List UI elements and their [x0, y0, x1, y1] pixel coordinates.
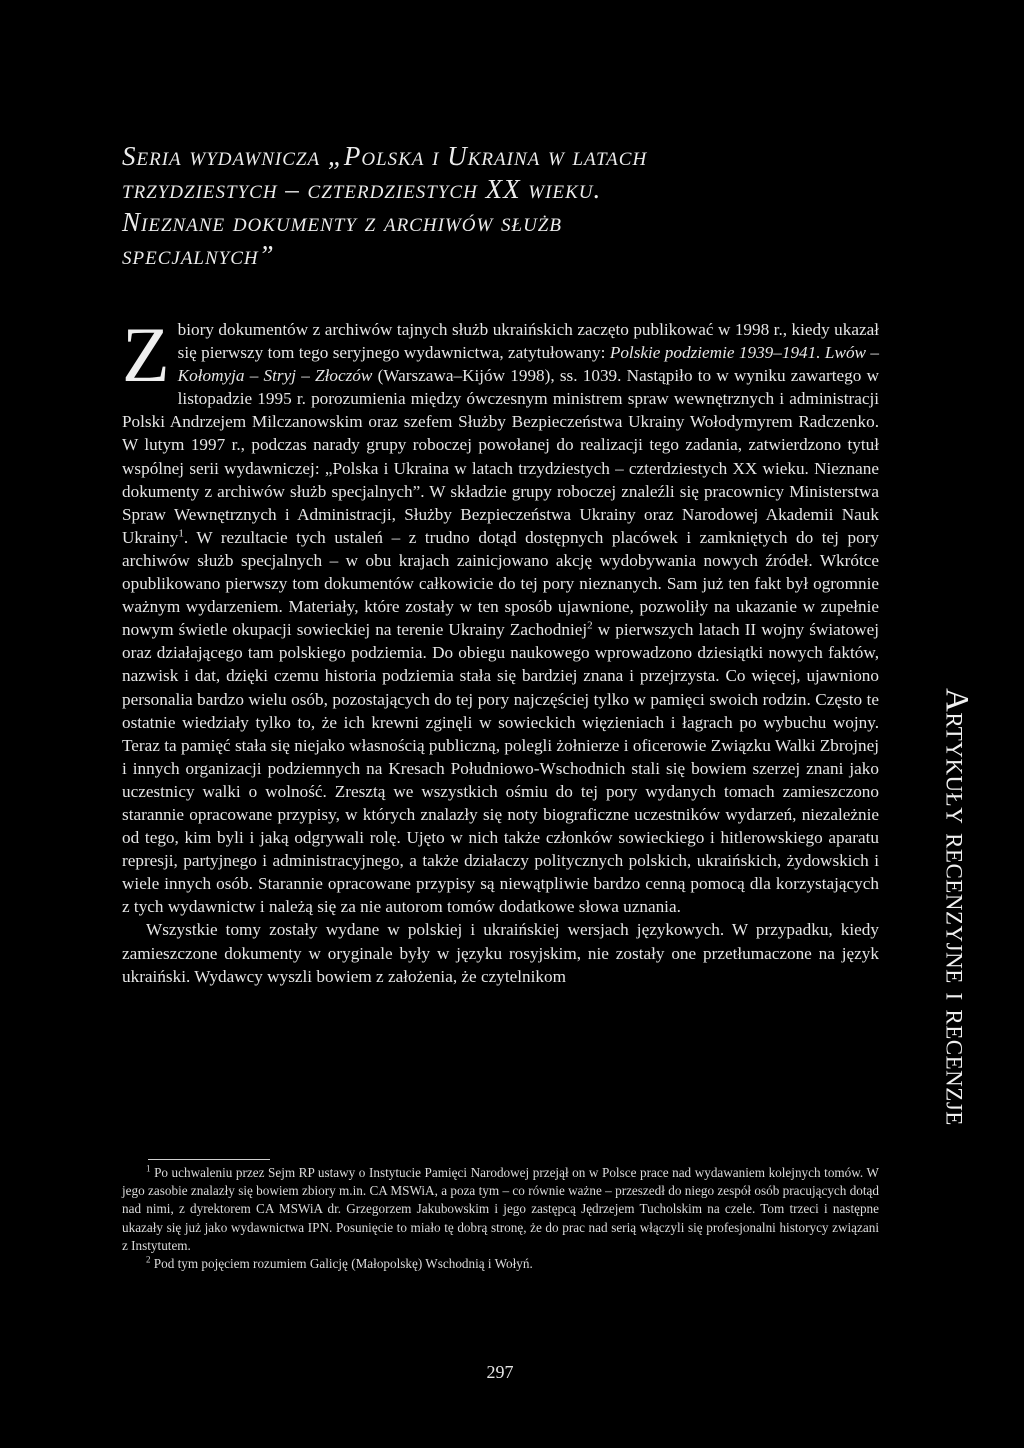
- footnote-text: Po uchwaleniu przez Sejm RP ustawy o Instytucie Pamięci Narodowej przejął on w Polsce prace nad wydawaniem kolejnych tomów. W jego zasobie znalazły się bowiem zbiory m.in. CA MSWiA, a poza tym – co równie ważne – przeszedł do niego zespół osób pracujących dotąd nad nimi, z dyrektorem CA MSWiA dr. Grzegorzem Jakubowskim i jego zastępcą Jędrzejem Tucholskim na czele. Tom trzeci i następne ukazały się już jako wydawnictwa IPN. Posunięcie to miało tę dobrą stronę, że do prac nad serią włączyli się profesjonalni historycy związani z Instytutem.: [122, 1165, 879, 1253]
- footnote-ref-2[interactable]: 2: [587, 619, 593, 632]
- title-line: specjalnych”: [122, 240, 275, 270]
- footnote-mark: 2: [146, 1254, 151, 1265]
- text-run: (Warszawa–Kijów 1998), ss. 1039. Nastąpiło to w wyniku zawartego w listopadzie 1995 r. porozumienia między ówczesnym ministrem spraw wewnętrznych i administracji Polski Andrzejem Milczanowskim oraz szefem Służby Bezpieczeństwa Ukrainy Wołodymyrem Radczenko. W lutym 1997 r., podczas narady grupy roboczej powołanej do realizacji tego zadania, zatwierdzono tytuł wspólnej serii wydawniczej: „Polska i Ukraina w latach trzydziestych – czterdziestych XX wieku. Nieznane dokumenty z archiwów służb specjalnych”. W składzie grupy roboczej znaleźli się pracownicy Ministerstwa Spraw Wewnętrznych i Administracji, Służby Bezpieczeństwa Ukrainy oraz Narodowej Akademii Nauk Ukrainy: [122, 366, 880, 547]
- footnote-divider: [148, 1159, 270, 1160]
- sidebar-label: Artykuły recenzyjne i recenzje: [938, 688, 975, 1126]
- footnote-2: [122, 1255, 879, 1273]
- footnote-mark: 1: [146, 1163, 151, 1174]
- main-text: [122, 311, 880, 988]
- title-line: Seria wydawnicza „Polska i Ukraina w latach: [122, 141, 648, 171]
- text-run: biory dokumentów z archiwów tajnych służb ukraińskich zaczęto publikować w 1998 r., kiedy ukazał się pierwszy tom tego seryjnego wydawnictwa, zatytułowany:: [177, 320, 879, 363]
- footnotes: [122, 1164, 879, 1273]
- text-run: . W rezultacie tych ustaleń – z trudno dotąd dostępnych placówek i zamkniętych do tej pory archiwów służb specjalnych – w obu krajach zainicjowano akcję wydobywania nowych źródeł. Wkrótce opublikowano pierwszy tom dokumentów całkowicie do tej pory nieznanych. Sam już ten fakt był ogromnie ważnym wydarzeniem. Materiały, które zostały w ten sposób ujawnione, pozwoliły na ukazanie w zupełnie nowym świetle okupacji sowieckiej na terenie Ukrainy Zachodniej: [122, 527, 879, 640]
- paragraph: Wszystkie tomy zostały wydane w polskiej i ukraińskiej wersjach językowych. W przypadku, kiedy zamieszczone dokumenty w oryginale były w języku rosyjskim, nie zostały one przetłumaczone na język ukraiński. Wydawcy wyszli bowiem z założenia, że czytelnikom: [122, 920, 879, 986]
- section-title: [122, 140, 842, 272]
- drop-cap: Z: [122, 311, 170, 398]
- footnote-text: Pod tym pojęciem rozumiem Galicję (Małopolskę) Wschodnią i Wołyń.: [150, 1256, 533, 1272]
- italic-book-title: Polskie podziemie 1939–1941. Lwów – Kołomyja – Stryj – Złoczów: [177, 343, 879, 386]
- page-number: 297: [486, 1362, 514, 1382]
- title-line: Nieznane dokumenty z archiwów służb: [122, 207, 562, 237]
- footnote-ref-1[interactable]: 1: [178, 527, 184, 540]
- section-sidebar: [934, 688, 978, 1308]
- footnote-1: [122, 1164, 879, 1255]
- text-run: w pierwszych latach II wojny światowej oraz działającego tam polskiego podziemia. Do obiegu naukowego wprowadzono dziesiątki nowych faktów, nazwisk i dat, dzięki czemu historia podziemia stała się bardziej znana i przejrzysta. Co więcej, ujawniono personalia bardzo wielu osób, pozostających do tej pory najczęściej tylko w pamięci swoich rodzin. Często te ostatnie wiedziały tylko to, że ich krewni zginęli w sowieckich więzieniach i łagrach po wybuchu wojny. Teraz ta pamięć stała się niejako własnością publiczną, polegli żołnierze i oficerowie Związku Walki Zbrojnej i innych organizacji podziemnych na Kresach Południowo-Wschodnich stali się bowiem szerzej znani jako uczestnicy walki o wolność. Zresztą we wszystkich ośmiu do tej pory wydanych tomach zamieszczono starannie opracowane przypisy, w których znalazły się noty biograficzne uczestników wydarzeń, niezależnie od tego, kim byli i jaką odgrywali rolę. Ujęto w nich także członków sowieckiego i hitlerowskiego aparatu represji, partyjnego i administracyjnego, a także działaczy politycznych polskich, ukraińskich, żydowskich i wiele innych osób. Starannie opracowane przypisy są niewątpliwie bardzo cenną pomocą dla korzystających z tych wydawnictw i należą się za nie autorom tomów dodatkowe słowa uznania.: [122, 620, 879, 917]
- paragraph: [122, 311, 880, 918]
- title-line: trzydziestych – czterdziestych XX wieku.: [122, 174, 602, 204]
